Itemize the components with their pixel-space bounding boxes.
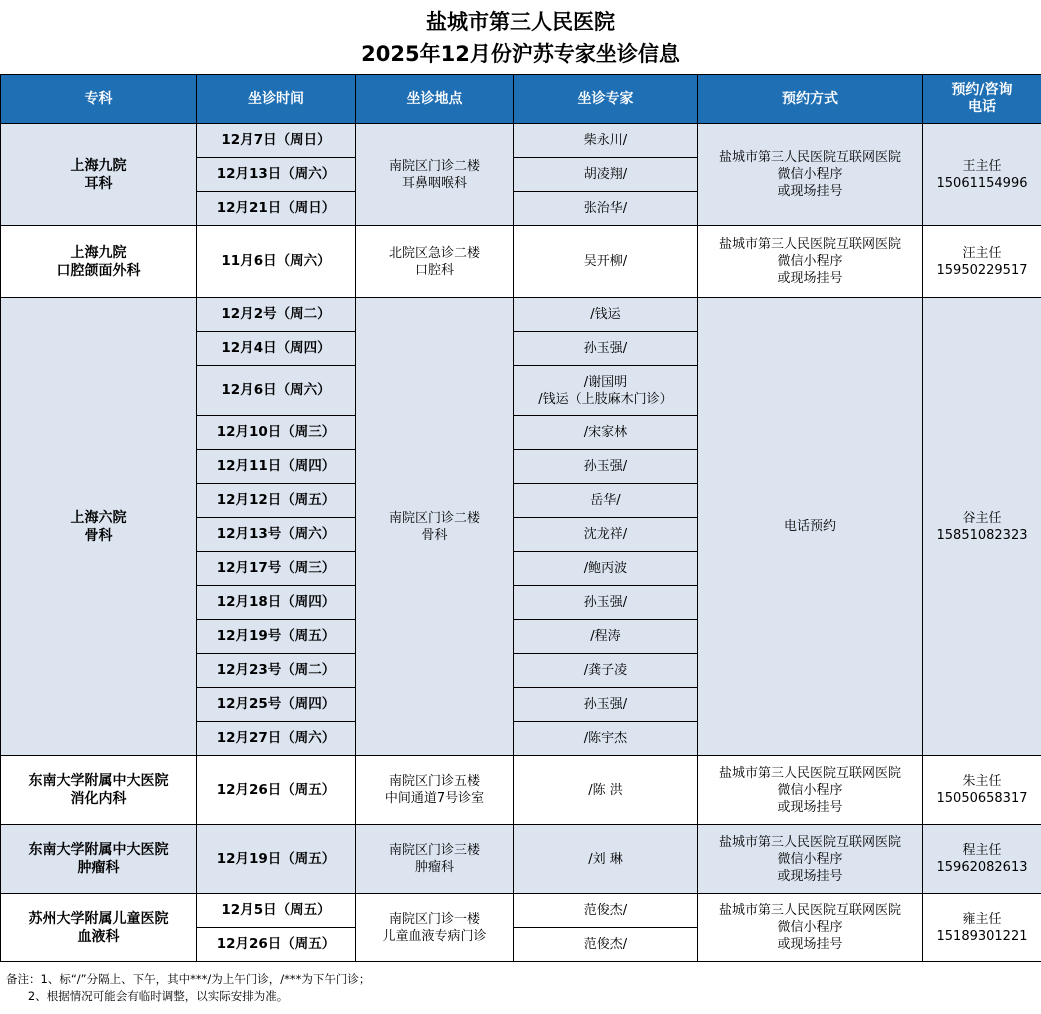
booking-cell: 盐城市第三人民医院互联网医院 微信小程序 或现场挂号	[698, 124, 923, 226]
schedule-table	[0, 74, 1041, 962]
time-cell: 12月19日（周五）	[197, 825, 356, 894]
dept-cell: 东南大学附属中大医院 消化内科	[1, 756, 197, 825]
expert-cell: 吴开柳/	[514, 226, 698, 298]
booking-cell: 盐城市第三人民医院互联网医院 微信小程序 或现场挂号	[698, 226, 923, 298]
header-contact: 预约/咨询 电话	[923, 75, 1041, 124]
time-cell: 12月27日（周六）	[197, 722, 356, 756]
expert-cell: 岳华/	[514, 484, 698, 518]
dept-cell: 东南大学附属中大医院 肿瘤科	[1, 825, 197, 894]
footnote	[6, 971, 370, 1005]
expert-cell: 孙玉强/	[514, 332, 698, 366]
expert-cell: /谢国明 /钱运（上肢麻木门诊）	[514, 366, 698, 416]
contact-cell: 谷主任 15851082323	[923, 298, 1041, 756]
contact-cell: 汪主任 15950229517	[923, 226, 1041, 298]
contact-cell: 雍主任 15189301221	[923, 894, 1041, 962]
time-cell: 12月23号（周二）	[197, 654, 356, 688]
expert-cell: /宋家林	[514, 416, 698, 450]
location-cell: 南院区门诊一楼 儿童血液专病门诊	[356, 894, 514, 962]
table-row	[1, 894, 1041, 928]
header-dept: 专科	[1, 75, 197, 124]
time-cell: 12月19号（周五）	[197, 620, 356, 654]
booking-cell: 电话预约	[698, 298, 923, 756]
header-time: 坐诊时间	[197, 75, 356, 124]
expert-cell: 张治华/	[514, 192, 698, 226]
expert-cell: /钱运	[514, 298, 698, 332]
expert-cell: 孙玉强/	[514, 688, 698, 722]
table-row	[1, 756, 1041, 825]
page-subtitle: 2025年12月份沪苏专家坐诊信息	[361, 42, 680, 66]
dept-cell: 苏州大学附属儿童医院 血液科	[1, 894, 197, 962]
time-cell: 12月26日（周五）	[197, 756, 356, 825]
expert-cell: /鲍丙波	[514, 552, 698, 586]
expert-cell: /陈 洪	[514, 756, 698, 825]
location-cell: 南院区门诊五楼 中间通道7号诊室	[356, 756, 514, 825]
table-row	[1, 298, 1041, 332]
time-cell: 12月5日（周五）	[197, 894, 356, 928]
header-booking: 预约方式	[698, 75, 923, 124]
expert-cell: /龚子凌	[514, 654, 698, 688]
booking-cell: 盐城市第三人民医院互联网医院 微信小程序 或现场挂号	[698, 825, 923, 894]
footnote-line-2: 2、根据情况可能会有临时调整，以实际安排为准。	[6, 989, 289, 1003]
expert-cell: 柴永川/	[514, 124, 698, 158]
expert-cell: 范俊杰/	[514, 928, 698, 962]
time-cell: 12月2号（周二）	[197, 298, 356, 332]
location-cell: 南院区门诊三楼 肿瘤科	[356, 825, 514, 894]
expert-cell: /程涛	[514, 620, 698, 654]
time-cell: 12月13号（周六）	[197, 518, 356, 552]
time-cell: 12月26日（周五）	[197, 928, 356, 962]
time-cell: 12月12日（周五）	[197, 484, 356, 518]
contact-cell: 程主任 15962082613	[923, 825, 1041, 894]
contact-cell: 朱主任 15050658317	[923, 756, 1041, 825]
expert-cell: /刘 琳	[514, 825, 698, 894]
table-row	[1, 226, 1041, 298]
expert-cell: /陈宇杰	[514, 722, 698, 756]
time-cell: 12月7日（周日）	[197, 124, 356, 158]
footnote-line-1: 备注：1、标“/”分隔上、下午，其中***/为上午门诊，/***为下午门诊；	[6, 972, 371, 986]
time-cell: 12月11日（周四）	[197, 450, 356, 484]
location-cell: 北院区急诊二楼 口腔科	[356, 226, 514, 298]
dept-cell: 上海九院 口腔颌面外科	[1, 226, 197, 298]
table-row	[1, 825, 1041, 894]
header-location: 坐诊地点	[356, 75, 514, 124]
page-title: 盐城市第三人民医院	[426, 10, 615, 34]
time-cell: 12月10日（周三）	[197, 416, 356, 450]
time-cell: 12月21日（周日）	[197, 192, 356, 226]
table-row	[1, 124, 1041, 158]
expert-cell: 范俊杰/	[514, 894, 698, 928]
time-cell: 12月4日（周四）	[197, 332, 356, 366]
time-cell: 12月17号（周三）	[197, 552, 356, 586]
expert-cell: 沈龙祥/	[514, 518, 698, 552]
location-cell: 南院区门诊二楼 骨科	[356, 298, 514, 756]
expert-cell: 孙玉强/	[514, 586, 698, 620]
location-cell: 南院区门诊二楼 耳鼻咽喉科	[356, 124, 514, 226]
booking-cell: 盐城市第三人民医院互联网医院 微信小程序 或现场挂号	[698, 894, 923, 962]
expert-cell: 胡凌翔/	[514, 158, 698, 192]
table-header-row	[1, 75, 1041, 124]
header-expert: 坐诊专家	[514, 75, 698, 124]
time-cell: 12月25号（周四）	[197, 688, 356, 722]
booking-cell: 盐城市第三人民医院互联网医院 微信小程序 或现场挂号	[698, 756, 923, 825]
contact-cell: 王主任 15061154996	[923, 124, 1041, 226]
time-cell: 12月6日（周六）	[197, 366, 356, 416]
time-cell: 11月6日（周六）	[197, 226, 356, 298]
dept-cell: 上海六院 骨科	[1, 298, 197, 756]
time-cell: 12月13日（周六）	[197, 158, 356, 192]
time-cell: 12月18日（周四）	[197, 586, 356, 620]
dept-cell: 上海九院 耳科	[1, 124, 197, 226]
expert-cell: 孙玉强/	[514, 450, 698, 484]
